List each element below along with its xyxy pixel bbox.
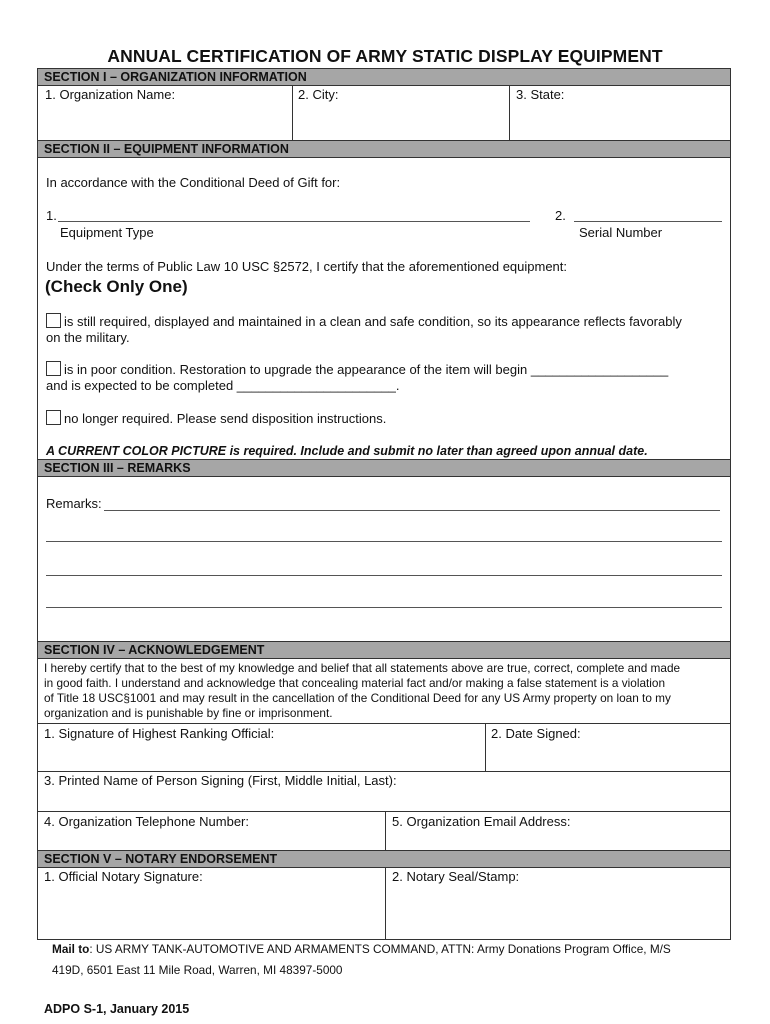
ack-line-3: of Title 18 USC§1001 and may result in the cancellation of the Conditional Deed for any US Army property on loan to my	[44, 691, 671, 705]
ack-line-2: in good faith. I understand and acknowledge that concealing material fact and/or making a false statement is a violation	[44, 676, 666, 690]
divider	[509, 85, 510, 140]
option-no-longer-required-text: no longer required. Please send disposition instructions.	[64, 411, 387, 426]
remarks-label: Remarks:	[46, 496, 102, 511]
remarks-input-line-2[interactable]	[46, 541, 722, 542]
ack-line-1: I hereby certify that to the best of my knowledge and belief that all statements above are true, correct, complete and made	[44, 661, 681, 675]
state-field[interactable]: 3. State:	[516, 87, 565, 102]
email-field[interactable]: 5. Organization Email Address:	[392, 814, 571, 829]
notary-seal-field[interactable]: 2. Notary Seal/Stamp:	[392, 869, 520, 884]
divider	[385, 811, 386, 851]
date-signed-field[interactable]: 2. Date Signed:	[491, 726, 581, 741]
mail-to-prefix: Mail to	[52, 942, 90, 956]
mail-to-line-1	[52, 942, 671, 956]
divider	[38, 867, 730, 868]
divider	[38, 771, 730, 772]
picture-note: A CURRENT COLOR PICTURE is required. Include and submit no later than agreed upon annual date.	[46, 444, 648, 458]
section4-heading: SECTION IV – ACKNOWLEDGEMENT	[38, 642, 730, 658]
deed-intro: In accordance with the Conditional Deed of Gift for:	[46, 175, 341, 190]
form-title: ANNUAL CERTIFICATION OF ARMY STATIC DISPLAY EQUIPMENT	[107, 46, 663, 66]
remarks-input-line-3[interactable]	[46, 575, 722, 576]
law-statement: Under the terms of Public Law 10 USC §2572, I certify that the aforementioned equipment:	[46, 259, 568, 274]
divider	[38, 476, 730, 477]
divider	[385, 867, 386, 939]
divider	[38, 658, 730, 659]
divider	[292, 85, 293, 140]
ack-line-4: organization and is punishable by fine or imprisonment.	[44, 706, 333, 720]
equipment-type-label: Equipment Type	[60, 225, 154, 240]
organization-name-field[interactable]: 1. Organization Name:	[45, 87, 176, 102]
item1-number: 1.	[46, 208, 57, 223]
equipment-type-input[interactable]	[58, 221, 530, 222]
printed-name-field[interactable]: 3. Printed Name of Person Signing (First, Middle Initial, Last):	[44, 773, 397, 788]
section3-frame	[37, 459, 731, 642]
signature-field[interactable]: 1. Signature of Highest Ranking Official:	[44, 726, 275, 741]
mail-to-address-1: : US ARMY TANK-AUTOMOTIVE AND ARMAMENTS COMMAND, ATTN: Army Donations Program Office, M/S	[89, 942, 671, 956]
notary-signature-field[interactable]: 1. Official Notary Signature:	[44, 869, 203, 884]
section2-heading: SECTION II – EQUIPMENT INFORMATION	[38, 141, 730, 157]
option-still-required-text-1: is still required, displayed and maintained in a clean and safe condition, so its appearance reflects favorably	[64, 314, 682, 329]
serial-number-input[interactable]	[574, 221, 722, 222]
option-poor-condition-text-1: is in poor condition. Restoration to upgrade the appearance of the item will begin ___________________	[64, 362, 669, 377]
divider	[38, 85, 730, 86]
divider	[485, 723, 486, 771]
section5-heading: SECTION V – NOTARY ENDORSEMENT	[38, 851, 730, 867]
option-poor-condition-checkbox[interactable]	[46, 361, 61, 376]
option-still-required-text-2: on the military.	[46, 330, 130, 345]
section1-heading: SECTION I – ORGANIZATION INFORMATION	[38, 69, 730, 85]
telephone-field[interactable]: 4. Organization Telephone Number:	[44, 814, 249, 829]
section3-heading: SECTION III – REMARKS	[38, 460, 730, 476]
remarks-input-line-1[interactable]	[104, 510, 720, 511]
option-poor-condition-text-2: and is expected to be completed ______________________.	[46, 378, 400, 393]
option-still-required-checkbox[interactable]	[46, 313, 61, 328]
divider	[38, 811, 730, 812]
option-no-longer-required-checkbox[interactable]	[46, 410, 61, 425]
item2-number: 2.	[555, 208, 566, 223]
city-field[interactable]: 2. City:	[298, 87, 339, 102]
serial-number-label: Serial Number	[579, 225, 663, 240]
check-only-one: (Check Only One)	[45, 277, 188, 296]
divider	[38, 723, 730, 724]
mail-to-line-2: 419D, 6501 East 11 Mile Road, Warren, MI 48397-5000	[52, 963, 343, 977]
divider	[38, 157, 730, 158]
remarks-input-line-4[interactable]	[46, 607, 722, 608]
form-id-footer: ADPO S-1, January 2015	[44, 1002, 190, 1016]
